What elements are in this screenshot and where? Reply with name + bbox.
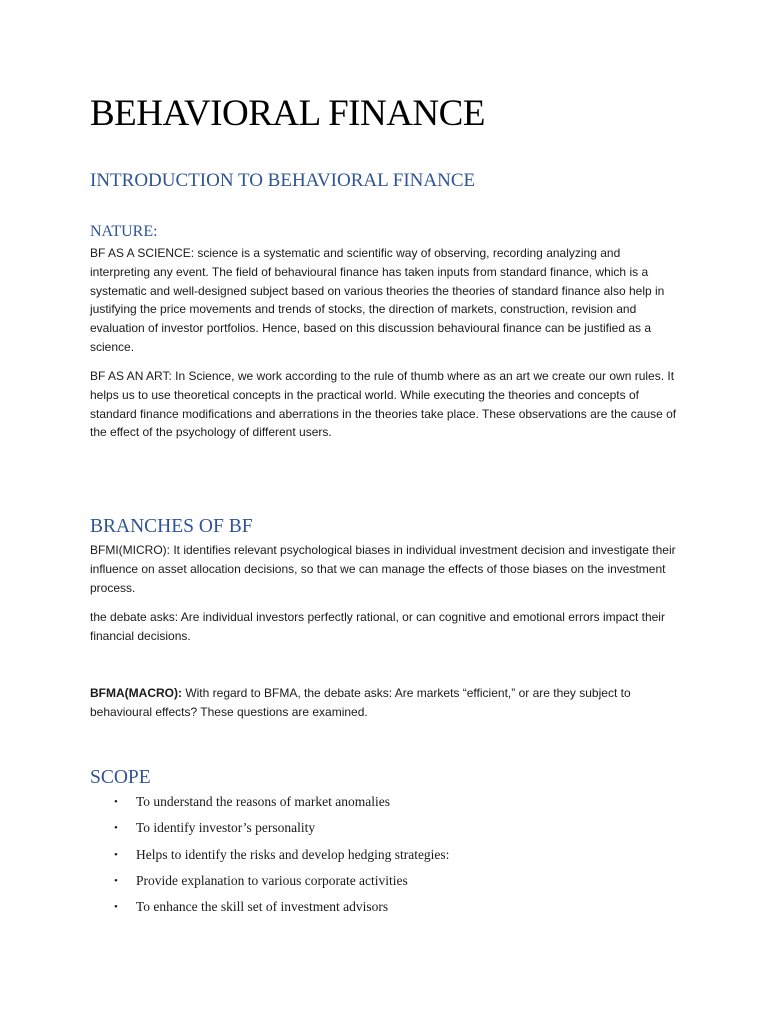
bfma-paragraph: [90, 684, 682, 722]
scope-item-text: To enhance the skill set of investment advisors: [136, 899, 389, 915]
scope-item-text: To understand the reasons of market anomalies: [136, 794, 390, 809]
document-title: BEHAVIORAL FINANCE: [90, 93, 485, 134]
scope-item-text: Helps to identify the risks and develop hedging strategies:: [136, 846, 450, 862]
scope-list-item: [114, 846, 449, 872]
scope-list-item: [114, 793, 449, 819]
debate-paragraph: the debate asks: Are individual investors perfectly rational, or can cognitive and emotional errors impact their financial decisions.: [90, 610, 665, 643]
nature-science-paragraph: BF AS A SCIENCE: science is a systematic and scientific way of observing, recording analyzing and interpreting any event. The field of behavioural finance has taken inputs from standard finance, which is a systematic and well-designed subject based on various theories the theories of standard finance also help in justifying the price movements and trends of stocks, the direction of markets, construction, revision and evaluation of investor portfolios. Hence, based on this discussion behavioural finance can be justified as a science.: [90, 246, 665, 354]
nature-heading: NATURE:: [90, 223, 158, 240]
scope-list-item: [114, 819, 449, 845]
bullet-icon: •: [114, 848, 118, 861]
bullet-icon: •: [114, 796, 118, 808]
scope-list: [114, 793, 449, 924]
bullet-icon: •: [114, 901, 118, 914]
bfma-text: With regard to BFMA, the debate asks: Are markets “efficient,” or are they subject to behavioural effects? These questions are examined.: [90, 686, 631, 719]
scope-list-item: [114, 898, 449, 924]
intro-heading: INTRODUCTION TO BEHAVIORAL FINANCE: [90, 170, 476, 191]
scope-heading: SCOPE: [90, 767, 151, 788]
nature-art-paragraph: BF AS AN ART: In Science, we work according to the rule of thumb where as an art we create our own rules. It helps us to use theoretical concepts in the practical world. While executing the theories and concepts of standard finance modifications and aberrations in the theories take place. These observations are the cause of the effect of the psychology of different users.: [90, 369, 677, 440]
branches-heading: BRANCHES OF BF: [90, 516, 253, 537]
scope-list-item: [114, 872, 449, 898]
bullet-icon: •: [114, 822, 118, 835]
bullet-icon: •: [114, 874, 118, 887]
bfma-label: BFMA(MACRO):: [90, 686, 182, 700]
bfmi-paragraph: BFMI(MICRO): It identifies relevant psychological biases in individual investment decision and investigate their influence on asset allocation decisions, so that we can manage the effects of those biases on the investment process.: [90, 543, 676, 595]
scope-item-text: Provide explanation to various corporate activities: [136, 872, 408, 888]
scope-item-text: To identify investor’s personality: [136, 820, 316, 836]
